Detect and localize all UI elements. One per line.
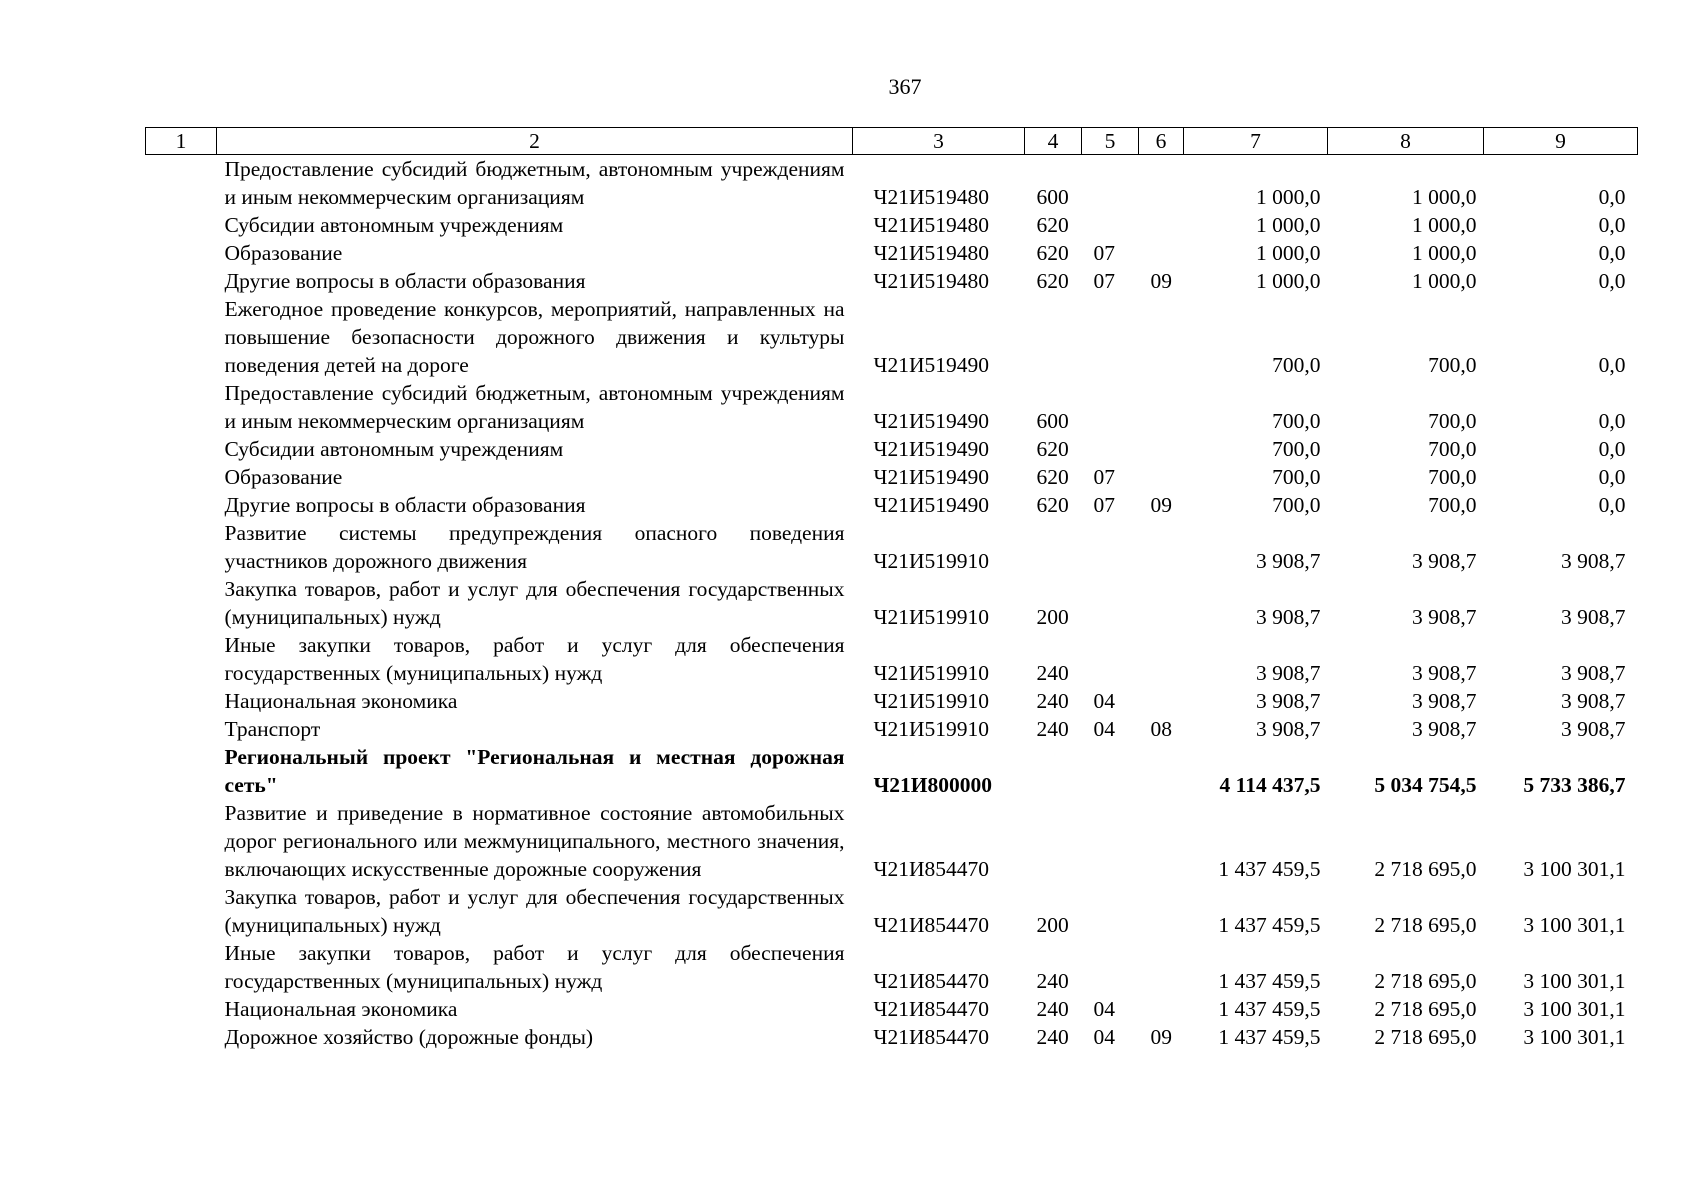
- row-section: [1082, 799, 1139, 883]
- row-amount-col7: 1 437 459,5: [1218, 969, 1321, 993]
- row-expense-type: [1025, 799, 1082, 883]
- row-target-code: Ч21И519910: [873, 689, 989, 713]
- row-amount-col7: 700,0: [1272, 409, 1321, 433]
- column-header-2: 2: [217, 128, 853, 155]
- row-amount-col8: 2 718 695,0: [1374, 913, 1477, 937]
- row-expense-type: [1025, 295, 1082, 379]
- table-row: [146, 435, 1638, 463]
- page-number: 367: [888, 74, 922, 99]
- row-amount-col9: 0,0: [1598, 213, 1626, 237]
- table-row: [146, 379, 1638, 435]
- row-name: Иные закупки товаров, работ и услуг для обеспечения государственных (муниципальных) нужд: [224, 633, 845, 685]
- table-row: [146, 687, 1638, 715]
- row-amount-col7: 1 437 459,5: [1218, 997, 1321, 1021]
- row-expense-type: [1025, 519, 1082, 575]
- row-amount-col8: 3 908,7: [1412, 717, 1477, 741]
- row-amount-col7: 3 908,7: [1256, 717, 1321, 741]
- row-amount-col7: 700,0: [1272, 437, 1321, 461]
- column-header-4: 4: [1025, 128, 1082, 155]
- row-name: Иные закупки товаров, работ и услуг для обеспечения государственных (муниципальных) нужд: [224, 941, 845, 993]
- row-amount-col9: 3 908,7: [1561, 717, 1626, 741]
- row-amount-col9: 0,0: [1598, 493, 1626, 517]
- row-expense-type: 240: [1036, 969, 1069, 993]
- row-name: Закупка товаров, работ и услуг для обеспечения государственных (муниципальных) нужд: [224, 885, 845, 937]
- row-expense-type: 620: [1036, 493, 1069, 517]
- row-expense-type: 620: [1036, 213, 1069, 237]
- row-column-1: [146, 519, 217, 575]
- row-expense-type: 600: [1036, 409, 1069, 433]
- row-expense-type: 200: [1036, 913, 1069, 937]
- row-subsection: [1139, 939, 1184, 995]
- column-header-8: 8: [1328, 128, 1484, 155]
- row-section: [1082, 435, 1139, 463]
- row-amount-col8: 1 000,0: [1412, 241, 1477, 265]
- row-name: Развитие и приведение в нормативное состояние автомобильных дорог регионального или межмуниципального, местного значения, включающих искусственные дорожные сооружения: [224, 801, 845, 881]
- table-row: [146, 463, 1638, 491]
- row-column-1: [146, 463, 217, 491]
- row-amount-col9: 3 100 301,1: [1523, 969, 1626, 993]
- row-amount-col7: 4 114 437,5: [1219, 773, 1321, 797]
- column-header-7: 7: [1184, 128, 1328, 155]
- row-subsection: [1139, 295, 1184, 379]
- row-name: Другие вопросы в области образования: [224, 493, 586, 517]
- row-section: 07: [1093, 241, 1115, 265]
- row-section: [1082, 883, 1139, 939]
- row-amount-col9: 0,0: [1598, 437, 1626, 461]
- table-row: [146, 211, 1638, 239]
- row-subsection: [1139, 575, 1184, 631]
- row-section: 07: [1093, 465, 1115, 489]
- table-body: [146, 155, 1638, 1052]
- table-row: [146, 239, 1638, 267]
- row-name: Предоставление субсидий бюджетным, автономным учреждениям и иным некоммерческим организациям: [224, 381, 845, 433]
- row-subsection: [1139, 435, 1184, 463]
- row-section: [1082, 519, 1139, 575]
- table-row: [146, 883, 1638, 939]
- row-amount-col7: 3 908,7: [1256, 661, 1321, 685]
- row-target-code: Ч21И854470: [873, 997, 989, 1021]
- row-section: [1082, 575, 1139, 631]
- row-column-1: [146, 239, 217, 267]
- row-target-code: Ч21И519490: [873, 493, 989, 517]
- row-amount-col8: 3 908,7: [1412, 661, 1477, 685]
- row-subsection: 09: [1150, 493, 1172, 517]
- row-target-code: Ч21И519480: [873, 185, 989, 209]
- row-name: Дорожное хозяйство (дорожные фонды): [224, 1025, 594, 1049]
- table-row: [146, 631, 1638, 687]
- column-header-1: 1: [146, 128, 217, 155]
- row-section: 07: [1093, 269, 1115, 293]
- table-row: [146, 155, 1638, 212]
- row-amount-col9: 0,0: [1598, 409, 1626, 433]
- row-expense-type: 620: [1036, 465, 1069, 489]
- row-expense-type: 240: [1036, 997, 1069, 1021]
- row-column-1: [146, 435, 217, 463]
- row-amount-col8: 700,0: [1428, 409, 1477, 433]
- row-column-1: [146, 883, 217, 939]
- row-name: Региональный проект "Региональная и местная дорожная сеть": [224, 745, 845, 797]
- row-amount-col7: 1 437 459,5: [1218, 1025, 1321, 1049]
- row-expense-type: 240: [1036, 661, 1069, 685]
- row-name: Образование: [224, 465, 343, 489]
- row-amount-col7: 700,0: [1272, 465, 1321, 489]
- row-amount-col8: 1 000,0: [1412, 213, 1477, 237]
- row-column-1: [146, 379, 217, 435]
- row-subsection: 09: [1150, 269, 1172, 293]
- row-subsection: [1139, 463, 1184, 491]
- row-expense-type: 620: [1036, 241, 1069, 265]
- row-target-code: Ч21И854470: [873, 857, 989, 881]
- row-expense-type: 240: [1036, 689, 1069, 713]
- row-amount-col9: 3 100 301,1: [1523, 997, 1626, 1021]
- row-amount-col9: 0,0: [1598, 241, 1626, 265]
- row-target-code: Ч21И854470: [873, 1025, 989, 1049]
- row-amount-col7: 3 908,7: [1256, 549, 1321, 573]
- row-column-1: [146, 939, 217, 995]
- table-row: [146, 743, 1638, 799]
- row-subsection: [1139, 631, 1184, 687]
- row-column-1: [146, 491, 217, 519]
- row-amount-col9: 3 908,7: [1561, 661, 1626, 685]
- row-target-code: Ч21И519480: [873, 213, 989, 237]
- row-expense-type: 240: [1036, 717, 1069, 741]
- row-expense-type: 620: [1036, 437, 1069, 461]
- table-row: [146, 267, 1638, 295]
- row-column-1: [146, 295, 217, 379]
- row-amount-col9: 0,0: [1598, 269, 1626, 293]
- row-section: [1082, 631, 1139, 687]
- row-amount-col9: 3 908,7: [1561, 689, 1626, 713]
- row-target-code: Ч21И854470: [873, 969, 989, 993]
- row-amount-col9: 3 908,7: [1561, 605, 1626, 629]
- row-amount-col8: 2 718 695,0: [1374, 997, 1477, 1021]
- row-column-1: [146, 575, 217, 631]
- row-amount-col7: 3 908,7: [1256, 689, 1321, 713]
- column-header-9: 9: [1484, 128, 1638, 155]
- row-target-code: Ч21И519490: [873, 437, 989, 461]
- row-name: Субсидии автономным учреждениям: [224, 213, 564, 237]
- row-column-1: [146, 687, 217, 715]
- row-section: [1082, 743, 1139, 799]
- row-amount-col7: 1 000,0: [1256, 213, 1321, 237]
- row-subsection: [1139, 155, 1184, 212]
- row-amount-col8: 700,0: [1428, 493, 1477, 517]
- row-target-code: Ч21И519490: [873, 409, 989, 433]
- row-name: Национальная экономика: [224, 997, 458, 1021]
- row-name: Закупка товаров, работ и услуг для обеспечения государственных (муниципальных) нужд: [224, 577, 845, 629]
- row-column-1: [146, 631, 217, 687]
- row-amount-col9: 0,0: [1598, 185, 1626, 209]
- table-row: [146, 715, 1638, 743]
- row-target-code: Ч21И519480: [873, 269, 989, 293]
- row-amount-col9: 0,0: [1598, 465, 1626, 489]
- row-amount-col9: 5 733 386,7: [1523, 773, 1626, 797]
- table-row: [146, 295, 1638, 379]
- row-target-code: Ч21И800000: [873, 773, 993, 797]
- column-header-3: 3: [853, 128, 1025, 155]
- table-row: [146, 995, 1638, 1023]
- row-amount-col7: 1 000,0: [1256, 185, 1321, 209]
- row-amount-col8: 1 000,0: [1412, 269, 1477, 293]
- row-section: 04: [1093, 717, 1115, 741]
- row-amount-col8: 700,0: [1428, 353, 1477, 377]
- row-target-code: Ч21И519490: [873, 353, 989, 377]
- row-target-code: Ч21И519480: [873, 241, 989, 265]
- row-subsection: [1139, 519, 1184, 575]
- table-row: [146, 519, 1638, 575]
- row-target-code: Ч21И519910: [873, 717, 989, 741]
- row-column-1: [146, 715, 217, 743]
- row-section: 04: [1093, 1025, 1115, 1049]
- row-subsection: 08: [1150, 717, 1172, 741]
- row-amount-col8: 700,0: [1428, 437, 1477, 461]
- row-expense-type: 620: [1036, 269, 1069, 293]
- row-subsection: 09: [1150, 1025, 1172, 1049]
- row-subsection: [1139, 687, 1184, 715]
- row-amount-col7: 1 000,0: [1256, 269, 1321, 293]
- row-expense-type: 600: [1036, 185, 1069, 209]
- row-amount-col7: 700,0: [1272, 353, 1321, 377]
- row-subsection: [1139, 799, 1184, 883]
- row-amount-col8: 3 908,7: [1412, 549, 1477, 573]
- row-name: Образование: [224, 241, 343, 265]
- row-section: 04: [1093, 689, 1115, 713]
- row-amount-col9: 3 908,7: [1561, 549, 1626, 573]
- row-amount-col9: 3 100 301,1: [1523, 913, 1626, 937]
- column-header-6: 6: [1139, 128, 1184, 155]
- row-amount-col7: 1 437 459,5: [1218, 913, 1321, 937]
- row-amount-col9: 3 100 301,1: [1523, 857, 1626, 881]
- row-amount-col8: 2 718 695,0: [1374, 969, 1477, 993]
- header-row: [146, 128, 1638, 155]
- row-amount-col8: 3 908,7: [1412, 689, 1477, 713]
- row-section: [1082, 211, 1139, 239]
- row-column-1: [146, 1023, 217, 1051]
- row-amount-col9: 0,0: [1598, 353, 1626, 377]
- row-amount-col8: 2 718 695,0: [1374, 857, 1477, 881]
- row-column-1: [146, 743, 217, 799]
- row-name: Ежегодное проведение конкурсов, мероприятий, направленных на повышение безопасности дорожного движения и культуры поведения детей на дороге: [224, 297, 845, 377]
- row-amount-col8: 700,0: [1428, 465, 1477, 489]
- row-name: Предоставление субсидий бюджетным, автономным учреждениям и иным некоммерческим организациям: [224, 157, 845, 209]
- row-column-1: [146, 799, 217, 883]
- table-row: [146, 1023, 1638, 1051]
- row-section: 04: [1093, 997, 1115, 1021]
- row-target-code: Ч21И519910: [873, 605, 989, 629]
- row-section: [1082, 939, 1139, 995]
- row-target-code: Ч21И854470: [873, 913, 989, 937]
- table-row: [146, 939, 1638, 995]
- row-target-code: Ч21И519490: [873, 465, 989, 489]
- budget-table: [145, 127, 1638, 1051]
- row-expense-type: 240: [1036, 1025, 1069, 1049]
- table-row: [146, 799, 1638, 883]
- row-section: 07: [1093, 493, 1115, 517]
- row-name: Другие вопросы в области образования: [224, 269, 586, 293]
- row-expense-type: 200: [1036, 605, 1069, 629]
- row-subsection: [1139, 995, 1184, 1023]
- row-name: Субсидии автономным учреждениям: [224, 437, 564, 461]
- row-section: [1082, 295, 1139, 379]
- row-name: Национальная экономика: [224, 689, 458, 713]
- row-amount-col9: 3 100 301,1: [1523, 1025, 1626, 1049]
- row-section: [1082, 379, 1139, 435]
- row-target-code: Ч21И519910: [873, 661, 989, 685]
- row-subsection: [1139, 211, 1184, 239]
- row-amount-col7: 3 908,7: [1256, 605, 1321, 629]
- row-amount-col8: 5 034 754,5: [1374, 773, 1477, 797]
- column-header-5: 5: [1082, 128, 1139, 155]
- row-section: [1082, 155, 1139, 212]
- row-subsection: [1139, 883, 1184, 939]
- row-amount-col8: 3 908,7: [1412, 605, 1477, 629]
- row-column-1: [146, 995, 217, 1023]
- row-expense-type: [1025, 743, 1082, 799]
- row-amount-col7: 700,0: [1272, 493, 1321, 517]
- row-subsection: [1139, 743, 1184, 799]
- row-column-1: [146, 267, 217, 295]
- row-column-1: [146, 211, 217, 239]
- row-amount-col7: 1 437 459,5: [1218, 857, 1321, 881]
- row-name: Развитие системы предупреждения опасного поведения участников дорожного движения: [224, 521, 845, 573]
- row-amount-col7: 1 000,0: [1256, 241, 1321, 265]
- table-row: [146, 491, 1638, 519]
- row-subsection: [1139, 239, 1184, 267]
- table-row: [146, 575, 1638, 631]
- row-target-code: Ч21И519910: [873, 549, 989, 573]
- row-subsection: [1139, 379, 1184, 435]
- row-amount-col8: 1 000,0: [1412, 185, 1477, 209]
- row-column-1: [146, 155, 217, 212]
- row-name: Транспорт: [224, 717, 321, 741]
- row-amount-col8: 2 718 695,0: [1374, 1025, 1477, 1049]
